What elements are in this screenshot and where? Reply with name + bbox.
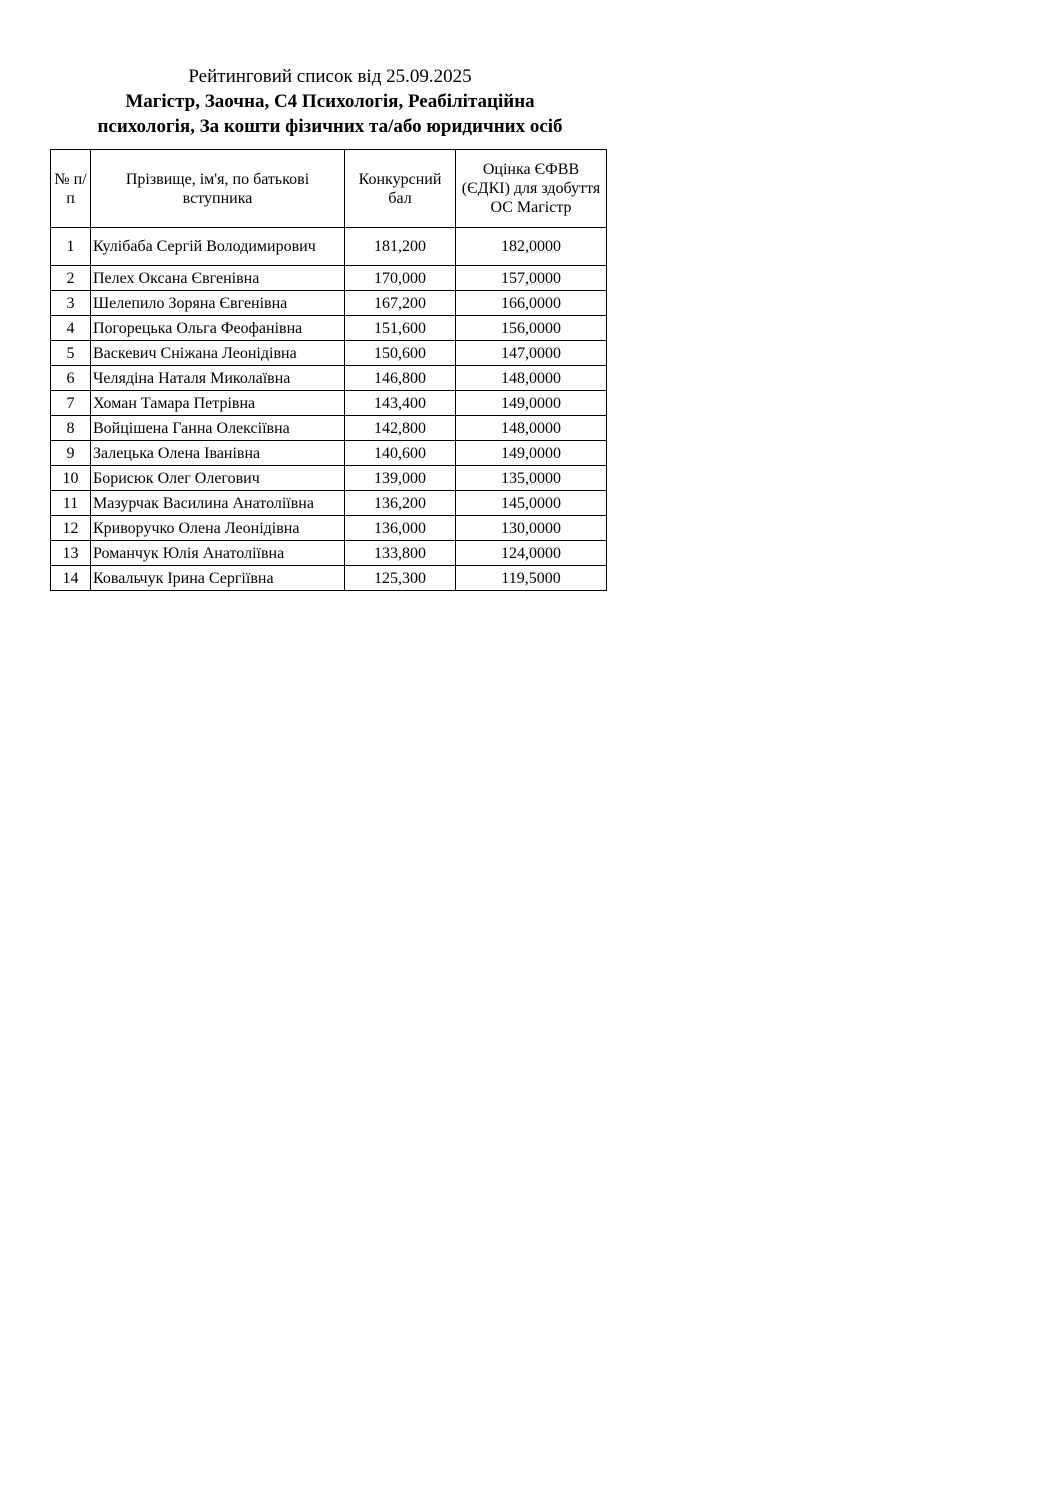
table-row <box>51 316 607 341</box>
row-name: Кулібаба Сергій Володимирович <box>91 228 345 266</box>
row-grade: 156,0000 <box>456 316 607 341</box>
row-num: 1 <box>51 228 91 266</box>
row-name: Войцішена Ганна Олексіївна <box>91 416 345 441</box>
table-row <box>51 228 607 266</box>
row-name: Борисюк Олег Олегович <box>91 466 345 491</box>
row-score: 133,800 <box>345 541 456 566</box>
row-name: Криворучко Олена Леонідівна <box>91 516 345 541</box>
row-name: Пелех Оксана Євгенівна <box>91 266 345 291</box>
table-body <box>51 228 607 591</box>
row-score: 136,200 <box>345 491 456 516</box>
row-grade: 166,0000 <box>456 291 607 316</box>
row-grade: 148,0000 <box>456 366 607 391</box>
header-row <box>51 150 607 228</box>
row-name: Мазурчак Василина Анатоліївна <box>91 491 345 516</box>
table-row <box>51 441 607 466</box>
row-grade: 182,0000 <box>456 228 607 266</box>
row-score: 167,200 <box>345 291 456 316</box>
row-name: Залецька Олена Іванівна <box>91 441 345 466</box>
row-score: 140,600 <box>345 441 456 466</box>
document-subtitle-line-2: психологія, За кошти фізичних та/або юридичних осіб <box>97 116 563 137</box>
table-row <box>51 566 607 591</box>
row-num: 14 <box>51 566 91 591</box>
header-num: № п/п <box>51 150 91 228</box>
table-row <box>51 291 607 316</box>
row-num: 3 <box>51 291 91 316</box>
table-row <box>51 391 607 416</box>
row-name: Челядіна Наталя Миколаївна <box>91 366 345 391</box>
document-title: Рейтинговий список від 25.09.2025 <box>188 66 472 87</box>
row-grade: 149,0000 <box>456 391 607 416</box>
table-row <box>51 366 607 391</box>
row-grade: 147,0000 <box>456 341 607 366</box>
row-score: 125,300 <box>345 566 456 591</box>
table-row <box>51 466 607 491</box>
row-score: 151,600 <box>345 316 456 341</box>
row-num: 9 <box>51 441 91 466</box>
table-row <box>51 416 607 441</box>
document-header <box>30 64 630 139</box>
table-row <box>51 541 607 566</box>
table-header <box>51 150 607 228</box>
row-score: 142,800 <box>345 416 456 441</box>
row-grade: 145,0000 <box>456 491 607 516</box>
header-grade: Оцінка ЄФВВ (ЄДКІ) для здобуття ОС Магістр <box>456 150 607 228</box>
row-score: 170,000 <box>345 266 456 291</box>
table-row <box>51 341 607 366</box>
row-score: 146,800 <box>345 366 456 391</box>
row-num: 13 <box>51 541 91 566</box>
row-score: 150,600 <box>345 341 456 366</box>
row-num: 2 <box>51 266 91 291</box>
header-score: Конкурсний бал <box>345 150 456 228</box>
row-name: Ковальчук Ірина Сергіївна <box>91 566 345 591</box>
row-grade: 119,5000 <box>456 566 607 591</box>
row-grade: 135,0000 <box>456 466 607 491</box>
row-num: 4 <box>51 316 91 341</box>
document-subtitle-line-1: Магістр, Заочна, С4 Психологія, Реабілітаційна <box>125 91 535 112</box>
row-num: 10 <box>51 466 91 491</box>
table-row <box>51 516 607 541</box>
row-num: 6 <box>51 366 91 391</box>
row-score: 181,200 <box>345 228 456 266</box>
row-grade: 124,0000 <box>456 541 607 566</box>
table-row <box>51 266 607 291</box>
row-name: Шелепило Зоряна Євгенівна <box>91 291 345 316</box>
row-name: Хоман Тамара Петрівна <box>91 391 345 416</box>
rating-table <box>50 149 607 591</box>
row-grade: 148,0000 <box>456 416 607 441</box>
row-num: 12 <box>51 516 91 541</box>
row-score: 139,000 <box>345 466 456 491</box>
row-name: Васкевич Сніжана Леонідівна <box>91 341 345 366</box>
row-name: Погорецька Ольга Феофанівна <box>91 316 345 341</box>
row-num: 7 <box>51 391 91 416</box>
row-name: Романчук Юлія Анатоліївна <box>91 541 345 566</box>
row-grade: 149,0000 <box>456 441 607 466</box>
header-name: Прізвище, ім'я, по батькові вступника <box>91 150 345 228</box>
row-num: 11 <box>51 491 91 516</box>
row-score: 143,400 <box>345 391 456 416</box>
row-grade: 130,0000 <box>456 516 607 541</box>
row-grade: 157,0000 <box>456 266 607 291</box>
row-score: 136,000 <box>345 516 456 541</box>
row-num: 5 <box>51 341 91 366</box>
row-num: 8 <box>51 416 91 441</box>
table-row <box>51 491 607 516</box>
